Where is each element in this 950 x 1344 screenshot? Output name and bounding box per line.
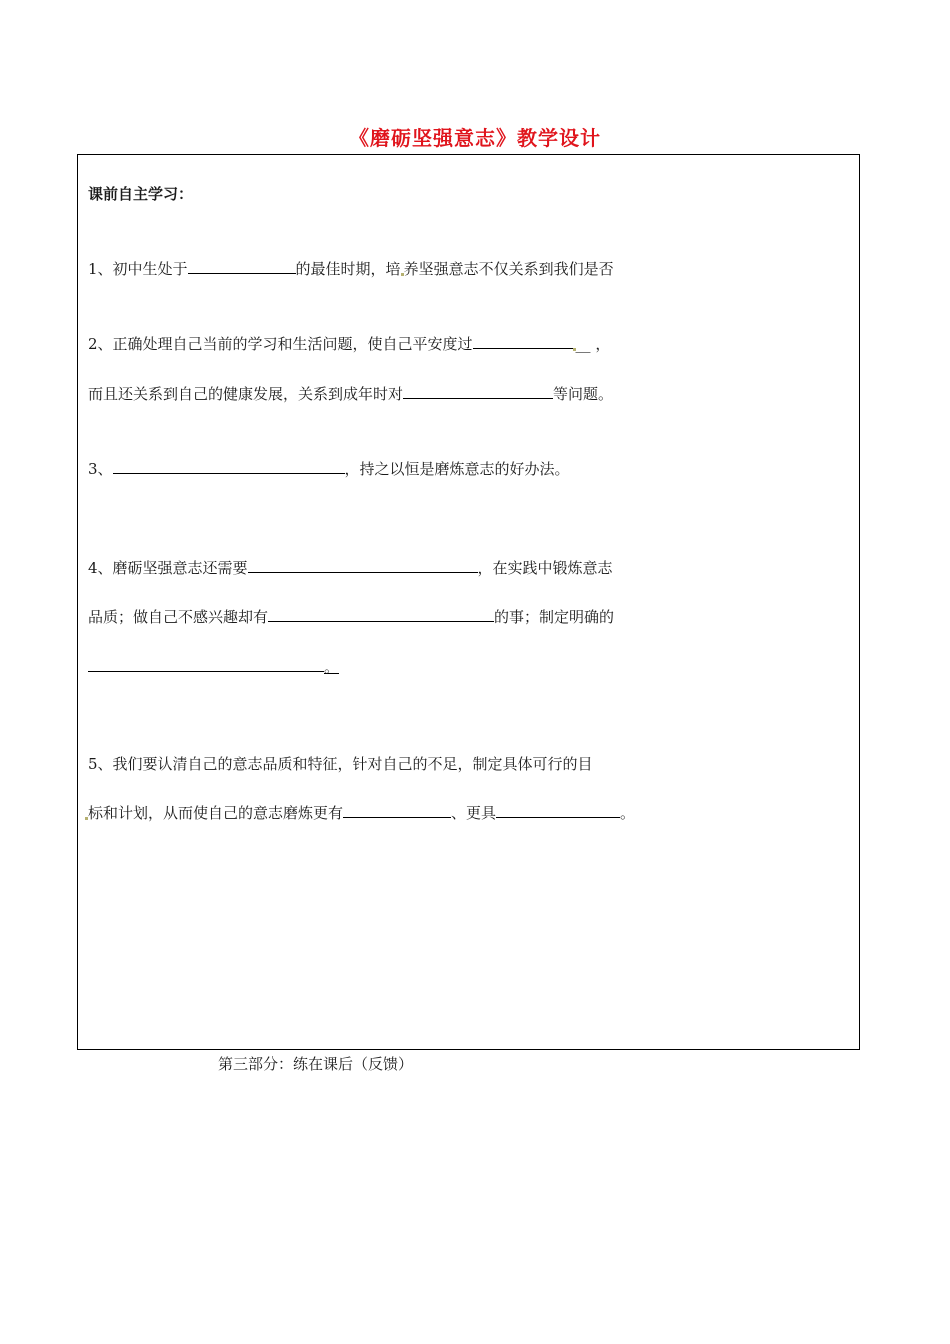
document-title: 《磨砺坚强意志》教学设计 xyxy=(349,126,601,150)
q4-blank-2[interactable] xyxy=(268,605,494,622)
q5-line2-prefix: 标和计划，从而使自己的意志磨炼更有 xyxy=(88,804,344,822)
question-4-line-1 xyxy=(88,556,613,578)
q5-line2-mid: 、更具 xyxy=(451,804,497,822)
question-2-line-1 xyxy=(88,332,610,354)
q4-line2-tail: 的事；制定明确的 xyxy=(494,608,615,626)
q4-blank-1[interactable] xyxy=(248,556,478,573)
q2-blank-1[interactable] xyxy=(473,332,573,349)
question-5-line-1: 5、我们要认清自己的意志品质和特征，针对自己的不足，制定具体可行的目 xyxy=(88,755,593,773)
content-frame xyxy=(77,154,860,1050)
q1-after-blank: 的最佳时期，培 xyxy=(295,260,401,278)
question-2-line-2 xyxy=(88,382,613,404)
q4-line2-prefix: 品质；做自己不感兴趣却有 xyxy=(88,608,269,626)
q2-line2-tail: 等问题。 xyxy=(553,385,614,403)
section-heading: 课前自主学习： xyxy=(88,185,194,203)
q5-blank-2[interactable] xyxy=(496,801,620,818)
q3-prefix: 3、 xyxy=(88,460,113,478)
section-footer: 第三部分：练在课后（反馈） xyxy=(218,1055,414,1073)
question-3 xyxy=(88,457,570,479)
q2-line2-prefix: 而且还关系到自己的健康发展，关系到成年时对 xyxy=(88,385,404,403)
q3-tail: ，持之以恒是磨炼意志的好办法。 xyxy=(344,460,570,478)
q4-line1-tail: ，在实践中锻炼意志 xyxy=(477,559,613,577)
q2-line1-prefix: 2、正确处理自己当前的学习和生活问题，使自己平安度过 xyxy=(88,335,473,353)
q4-line1-prefix: 4、磨砺坚强意志还需要 xyxy=(88,559,248,577)
question-5-line-2 xyxy=(85,801,635,823)
q2-blank-2[interactable] xyxy=(403,382,553,399)
q5-blank-1[interactable] xyxy=(343,801,451,818)
q3-blank[interactable] xyxy=(113,457,345,474)
question-1 xyxy=(88,257,614,279)
q1-tail: 养坚强意志不仅关系到我们是否 xyxy=(403,260,614,278)
q2-line1-tail: __ ， xyxy=(575,335,611,353)
question-4-line-2 xyxy=(88,605,614,627)
q4-line3-tail: 。 xyxy=(324,658,340,676)
question-4-line-3 xyxy=(88,655,339,677)
q1-prefix: 1、初中生处于 xyxy=(88,260,188,278)
q5-line2-tail: 。 xyxy=(620,804,636,822)
q4-blank-3[interactable] xyxy=(88,655,324,672)
q1-blank[interactable] xyxy=(188,257,296,274)
